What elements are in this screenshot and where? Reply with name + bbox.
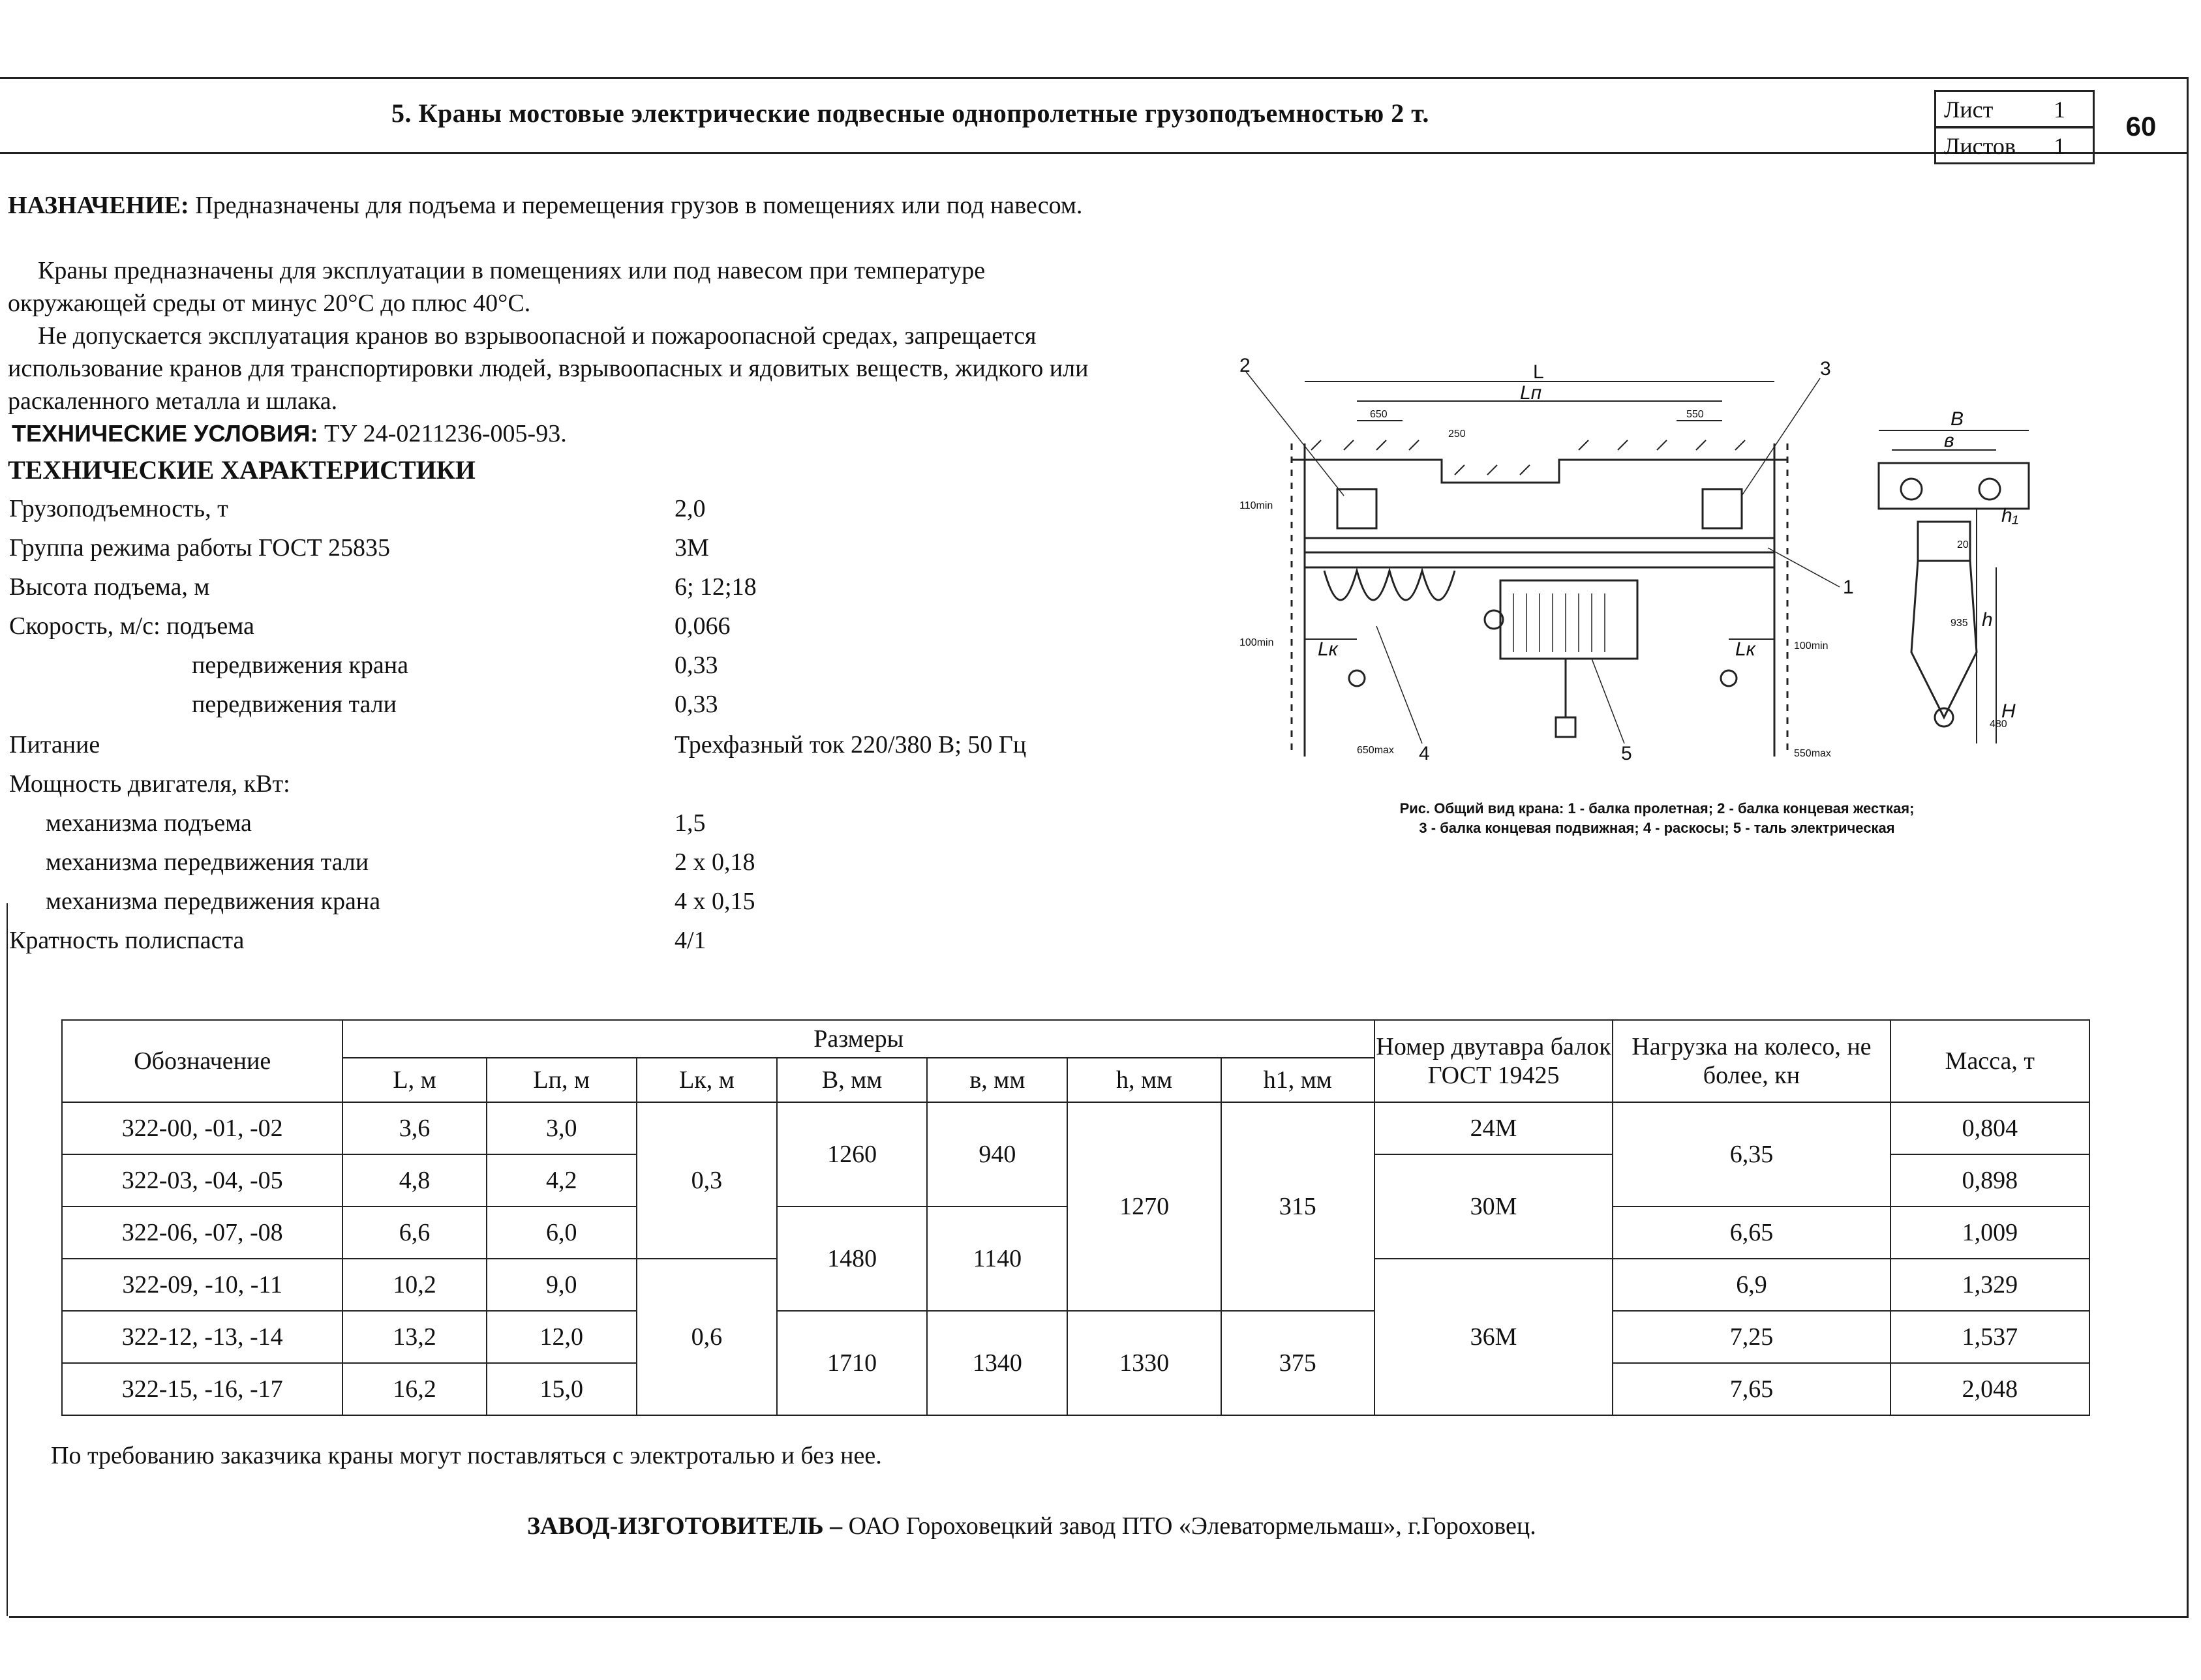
header-Lk: Lк, м	[637, 1058, 777, 1102]
cell-h1: 315	[1221, 1102, 1374, 1311]
label-h1: h₁	[2001, 505, 2019, 526]
cell-B: 1710	[777, 1311, 927, 1415]
supply-note: По требованию заказчика краны могут поставляться с электроталью и без нее.	[51, 1442, 882, 1469]
label-n3: 3	[1820, 358, 1831, 380]
cell-L: 16,2	[342, 1363, 486, 1415]
cell-Lp: 3,0	[487, 1102, 637, 1154]
spec-row: Грузоподъемность, т 2,0	[9, 495, 706, 522]
spec-row: Группа режима работы ГОСТ 25835 3М	[9, 534, 709, 562]
end-beam-movable	[1703, 489, 1742, 528]
cell-designation: 322-15, -16, -17	[62, 1363, 342, 1415]
specs-list	[9, 494, 1118, 964]
label-Lp: Lп	[1520, 382, 1542, 404]
cell-Lp: 9,0	[487, 1259, 637, 1311]
label-550max: 550max	[1794, 748, 1831, 759]
label-b: в	[1944, 430, 1954, 451]
cell-B: 1480	[777, 1207, 927, 1311]
label-Lk-right: Lк	[1735, 638, 1755, 660]
cell-mass: 1,329	[1890, 1259, 2089, 1311]
cell-L: 6,6	[342, 1207, 486, 1259]
ceiling-outline	[1292, 460, 1787, 483]
frame-bottom-border	[9, 1616, 2189, 1618]
leader-lines	[1246, 372, 1840, 743]
left-wall	[1292, 443, 1305, 757]
header-mass: Масса, т	[1890, 1020, 2089, 1102]
figure-caption-line2: 3 - балка концевая подвижная; 4 - раскосы; 5 - таль электрическая	[1419, 820, 1895, 836]
label-n5: 5	[1621, 743, 1632, 764]
figure-caption-line1: Рис. Общий вид крана: 1 - балка пролетная; 2 - балка концевая жесткая;	[1399, 800, 1915, 817]
cell-Lk: 0,6	[637, 1259, 777, 1415]
cell-designation: 322-06, -07, -08	[62, 1207, 342, 1259]
cell-beam: 36М	[1374, 1259, 1613, 1415]
main-girder	[1305, 538, 1774, 552]
side-view-hook-assembly	[1911, 561, 1977, 717]
cell-h: 1330	[1067, 1311, 1221, 1415]
header-Lp: Lп, м	[487, 1058, 637, 1102]
tu-label: ТЕХНИЧЕСКИЕ УСЛОВИЯ:	[12, 420, 318, 447]
header-designation: Обозначение	[62, 1020, 342, 1102]
spec-row: Скорость, м/с: подъема 0,066	[9, 612, 731, 640]
header-divider	[0, 152, 2189, 154]
spec-row: передвижения тали 0,33	[192, 691, 718, 718]
cell-mass: 1,009	[1890, 1207, 2089, 1259]
label-L: L	[1533, 361, 1544, 383]
figure-caption	[1266, 799, 2048, 838]
sheets-value: 1	[2054, 133, 2065, 159]
page-number: 60	[2125, 111, 2157, 142]
sheet-label: Лист	[1944, 97, 1994, 123]
label-250: 250	[1448, 428, 1466, 440]
header-load: Нагрузка на колесо, не более, кн	[1613, 1020, 1890, 1102]
side-wheel-right	[1979, 479, 2000, 500]
cell-beam: 30М	[1374, 1154, 1613, 1259]
cell-Lp: 6,0	[487, 1207, 637, 1259]
cell-mass: 2,048	[1890, 1363, 2089, 1415]
label-100min-left: 100min	[1239, 637, 1274, 648]
label-h: h	[1982, 609, 1993, 631]
label-650max: 650max	[1357, 745, 1394, 756]
cell-Lp: 4,2	[487, 1154, 637, 1207]
frame-right-border	[2187, 77, 2189, 1616]
cell-Lk: 0,3	[637, 1102, 777, 1259]
specs-heading: ТЕХНИЧЕСКИЕ ХАРАКТЕРИСТИКИ	[8, 455, 476, 485]
cell-load: 6,9	[1613, 1259, 1890, 1311]
cell-designation: 322-09, -10, -11	[62, 1259, 342, 1311]
spec-row: Питание Трехфазный ток 220/380 В; 50 Гц	[9, 731, 1027, 758]
cell-load: 6,65	[1613, 1207, 1890, 1259]
cell-load: 6,35	[1613, 1102, 1890, 1207]
header-beam: Номер двутавра балок ГОСТ 19425	[1374, 1020, 1613, 1102]
label-Lk-left: Lк	[1318, 638, 1338, 660]
cell-designation: 322-00, -01, -02	[62, 1102, 342, 1154]
label-935: 935	[1951, 618, 1968, 629]
label-n4: 4	[1419, 743, 1430, 764]
label-n2: 2	[1239, 355, 1251, 376]
crane-dimensions-table	[61, 1019, 2090, 1416]
document-title: 5. Краны мостовые электрические подвесные однопролетные грузоподъемностью 2 т.	[391, 98, 1429, 128]
cell-designation: 322-03, -04, -05	[62, 1154, 342, 1207]
cell-mass: 0,804	[1890, 1102, 2089, 1154]
climate-paragraph: Краны предназначены для эксплуатации в помещениях или под навесом при температуре окружающей среды от минус 20°С до плюс 40°С.	[8, 257, 986, 317]
spec-row: Мощность двигателя, кВт:	[9, 770, 290, 798]
cell-b: 1140	[927, 1207, 1067, 1311]
hoist-drum-lines	[1513, 593, 1605, 652]
sheet-value: 1	[2054, 97, 2065, 123]
cell-Lp: 12,0	[487, 1311, 637, 1363]
ceiling-hatch	[1311, 440, 1745, 475]
label-n1: 1	[1843, 577, 1854, 598]
cell-mass: 0,898	[1890, 1154, 2089, 1207]
label-20: 20	[1957, 539, 1969, 550]
cell-h: 1270	[1067, 1102, 1221, 1311]
cell-beam: 24М	[1374, 1102, 1613, 1154]
cell-load: 7,25	[1613, 1311, 1890, 1363]
header-h1: h1, мм	[1221, 1058, 1374, 1102]
header-dimensions: Размеры	[342, 1020, 1374, 1058]
spec-row: передвижения крана 0,33	[192, 652, 718, 679]
spec-row: механизма подъема 1,5	[46, 809, 706, 837]
header-h: h, мм	[1067, 1058, 1221, 1102]
frame-left-border	[7, 903, 8, 1616]
tu-value: ТУ 24-0211236-005-93.	[324, 420, 567, 447]
label-B: B	[1951, 408, 1964, 430]
purpose-label: НАЗНАЧЕНИЕ:	[8, 192, 189, 219]
header-B: В, мм	[777, 1058, 927, 1102]
label-480: 480	[1990, 719, 2007, 730]
spec-row: механизма передвижения крана 4 х 0,15	[46, 888, 755, 915]
festoon-cable	[1324, 571, 1455, 600]
purpose-paragraph	[8, 189, 1091, 222]
sheets-count-box	[1934, 127, 2095, 164]
purpose-text: Предназначены для подъема и перемещения грузов в помещениях или под навесом.	[195, 192, 1083, 219]
hook-left	[1349, 670, 1365, 686]
cell-b: 940	[927, 1102, 1067, 1207]
frame-top-border	[0, 77, 2189, 79]
cell-Lp: 15,0	[487, 1363, 637, 1415]
cell-L: 13,2	[342, 1311, 486, 1363]
header-b: в, мм	[927, 1058, 1067, 1102]
cell-B: 1260	[777, 1102, 927, 1207]
label-110min: 110min	[1239, 500, 1273, 511]
hook-right	[1721, 670, 1737, 686]
crane-drawing	[1226, 352, 2074, 822]
sheets-label: Листов	[1944, 133, 2016, 159]
label-650: 650	[1370, 409, 1388, 420]
cell-L: 4,8	[342, 1154, 486, 1207]
electric-hoist	[1500, 580, 1637, 659]
side-wheel-left	[1901, 479, 1922, 500]
cell-L: 10,2	[342, 1259, 486, 1311]
label-100min-right: 100min	[1794, 640, 1829, 652]
manufacturer-line	[527, 1512, 2093, 1540]
spec-row: Высота подъема, м 6; 12;18	[9, 573, 757, 601]
restrictions-paragraph: Не допускается эксплуатация кранов во взрывоопасной и пожароопасной средах, запрещается использование кранов для транспортировки людей, взрывоопасных и ядовитых веществ, жидкого или раскаленного металла и шлака.	[8, 322, 1089, 415]
manufacturer-label: ЗАВОД-ИЗГОТОВИТЕЛЬ –	[527, 1512, 843, 1540]
header-L: L, м	[342, 1058, 486, 1102]
spec-row: Кратность полиспаста 4/1	[9, 927, 706, 954]
hook-block	[1556, 717, 1575, 737]
right-wall	[1774, 443, 1787, 757]
label-H: H	[2001, 700, 2016, 722]
sheet-number-box	[1934, 90, 2095, 128]
dimension-lines	[1305, 382, 2029, 743]
cell-mass: 1,537	[1890, 1311, 2089, 1363]
cell-b: 1340	[927, 1311, 1067, 1415]
cell-h1: 375	[1221, 1311, 1374, 1415]
cell-L: 3,6	[342, 1102, 486, 1154]
cell-load: 7,65	[1613, 1363, 1890, 1415]
tech-conditions	[12, 417, 1055, 450]
manufacturer-value: ОАО Гороховецкий завод ПТО «Элеватормельмаш», г.Гороховец.	[848, 1512, 1536, 1540]
spec-row: механизма передвижения тали 2 х 0,18	[46, 848, 755, 876]
cell-designation: 322-12, -13, -14	[62, 1311, 342, 1363]
label-550: 550	[1686, 409, 1704, 420]
